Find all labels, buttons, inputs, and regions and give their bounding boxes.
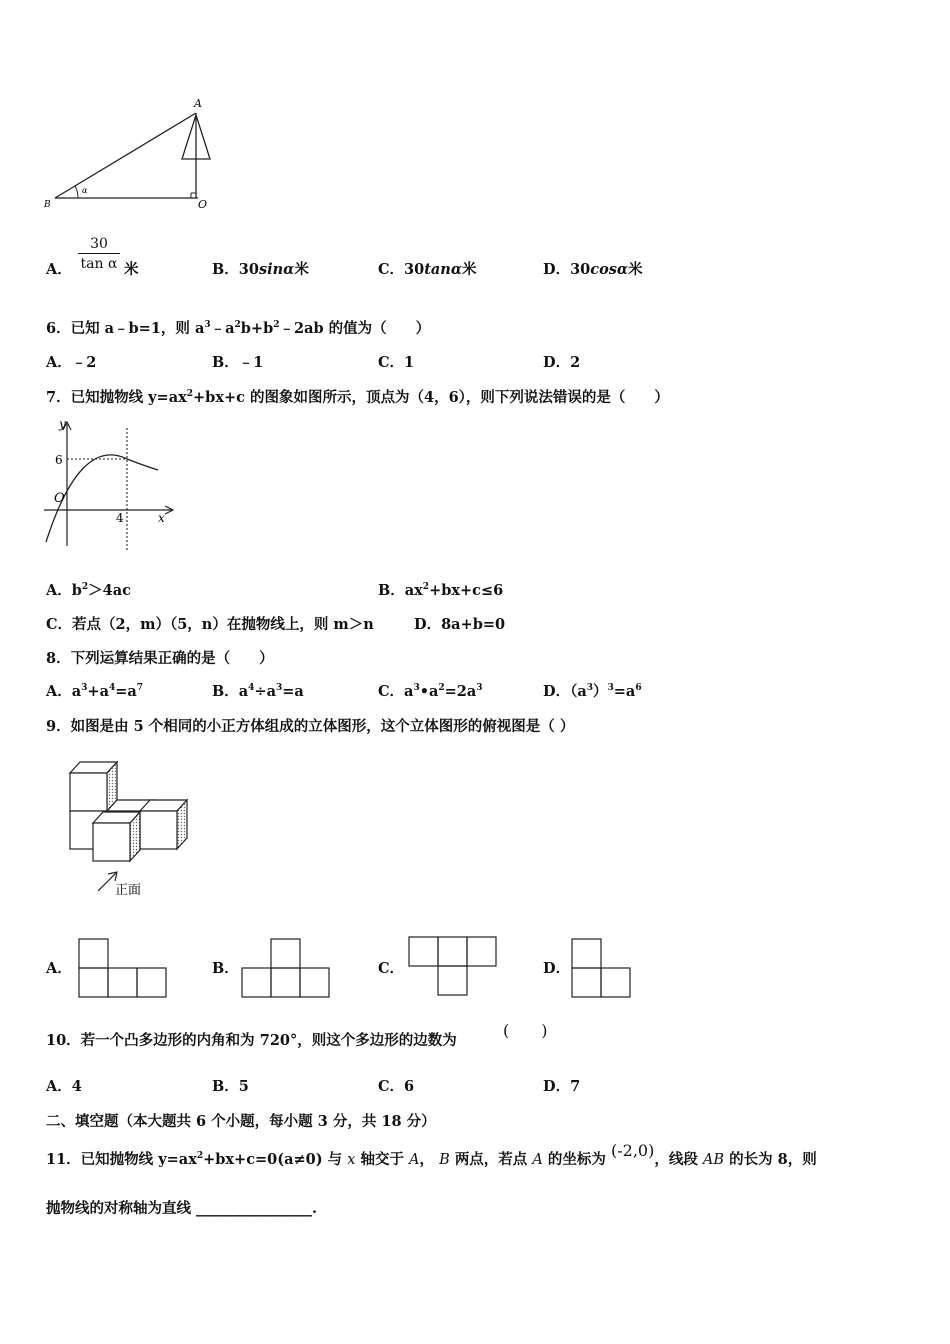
q6-stem-part: b+b — [240, 320, 274, 337]
q8-c-part: C．a — [378, 683, 414, 700]
q10-option-b[interactable]: B．5 — [212, 1078, 249, 1095]
q8-stem: 8．下列运算结果正确的是（ ） — [46, 650, 274, 667]
q5-option-b-text: B．30 — [212, 261, 259, 278]
q9-cube-figure — [60, 755, 200, 905]
q11-coordinate: (-2,0) — [610, 1141, 655, 1160]
q8-b-part: =a — [282, 683, 304, 700]
q9-option-d[interactable]: D． — [543, 960, 571, 977]
q5-option-c[interactable] — [378, 261, 477, 279]
q7-graph-tick-6: 6 — [55, 453, 63, 467]
q8-a-part: A．a — [46, 683, 82, 700]
q7-graph-tick-4: 4 — [116, 511, 124, 525]
q5-option-b[interactable] — [212, 261, 309, 279]
q11-part: ，线段 — [654, 1151, 698, 1168]
q5-label-o: O — [198, 198, 208, 211]
q8-sup: 3 — [81, 683, 88, 693]
q6-stem — [46, 320, 430, 338]
q7-graph-origin: O — [54, 491, 65, 506]
q7-graph-x-label: x — [158, 511, 165, 525]
q5-label-b: B — [44, 200, 51, 210]
q11-part: ， — [419, 1151, 435, 1168]
q5-option-a[interactable] — [46, 261, 72, 279]
q9-option-b[interactable]: B． — [212, 960, 239, 977]
q8-option-a[interactable] — [46, 683, 143, 701]
q6-sup: 2 — [273, 320, 280, 330]
q9-option-c[interactable]: C． — [378, 960, 405, 977]
q11-var-a: A — [409, 1152, 420, 1168]
q5-option-c-fn: tanα — [424, 261, 463, 278]
q8-b-part: ÷a — [254, 683, 276, 700]
q5-option-a-prefix: A． — [46, 261, 72, 278]
q11-part: 的长为 8，则 — [729, 1151, 817, 1168]
q6-sup: 2 — [234, 320, 241, 330]
q5-option-d-fn: cosα — [590, 261, 629, 278]
q7-option-b[interactable] — [378, 582, 503, 600]
q11-part: 两点，若点 — [454, 1151, 528, 1168]
q6-option-c[interactable]: C．1 — [378, 354, 415, 371]
q8-sup: 3 — [586, 683, 593, 693]
q6-stem-part: ﹣2ab 的值为（ ） — [279, 320, 431, 337]
q7-option-c[interactable]: C．若点（2，m）（5，n）在抛物线上，则 m＞n — [46, 616, 374, 633]
section-2-title: 二、填空题（本大题共 6 个小题，每小题 3 分，共 18 分） — [46, 1113, 436, 1130]
q8-a-part: =a — [115, 683, 137, 700]
q9-option-a-figure[interactable] — [78, 938, 170, 1000]
q11-var-ab: AB — [702, 1152, 725, 1168]
q7-option-b-text: B．ax — [378, 582, 423, 599]
q8-sup: 2 — [438, 683, 445, 693]
q9-option-a[interactable]: A． — [46, 960, 72, 977]
q7-option-d[interactable]: D．8a+b=0 — [414, 616, 506, 633]
q8-sup: 3 — [413, 683, 420, 693]
q5-option-b-unit: 米 — [294, 261, 309, 278]
q7-sup: 2 — [422, 582, 430, 592]
fraction-denominator: tan α — [80, 256, 118, 272]
q10-answer-paren: ( ) — [503, 1021, 548, 1040]
q11-stem-line2: 抛物线的对称轴为直线 ________________. — [46, 1200, 318, 1217]
q5-option-d-unit: 米 — [628, 261, 643, 278]
q6-option-a[interactable]: A．﹣2 — [46, 354, 97, 371]
q8-b-part: B．a — [212, 683, 249, 700]
q10-option-a[interactable]: A．4 — [46, 1078, 82, 1095]
q5-option-d-text: D．30 — [543, 261, 591, 278]
q8-d-part: D．（a — [543, 683, 587, 700]
q9-front-label: 正面 — [115, 883, 142, 898]
q8-sup: 6 — [635, 683, 642, 693]
q8-c-part: •a — [419, 683, 439, 700]
q9-option-d-figure[interactable] — [571, 938, 635, 1000]
q5-option-c-unit: 米 — [462, 261, 477, 278]
q6-sup: 3 — [204, 320, 211, 330]
q8-sup: 3 — [476, 683, 483, 693]
q5-label-a: A — [194, 97, 202, 110]
q7-option-a-text: A．b — [46, 582, 82, 599]
q9-option-b-figure[interactable] — [241, 938, 333, 1000]
q7-option-a[interactable] — [46, 582, 131, 600]
q7-stem-part: 7．已知抛物线 y=ax — [46, 389, 187, 406]
q8-sup: 3 — [607, 683, 614, 693]
q7-sup: 2 — [81, 582, 89, 592]
q11-var-x: x — [347, 1152, 356, 1168]
q5-option-a-fraction — [78, 236, 120, 272]
q7-sup: 2 — [186, 389, 194, 399]
q8-sup: 3 — [275, 683, 283, 693]
q5-option-b-fn: sinα — [258, 261, 295, 278]
q6-stem-part: ﹣a — [210, 320, 235, 337]
q7-option-a-text: ＞4ac — [88, 582, 131, 599]
q5-label-alpha: α — [82, 186, 88, 195]
q7-parabola-graph — [40, 418, 180, 553]
q8-d-part: ） — [593, 683, 608, 700]
q8-option-d[interactable] — [543, 683, 642, 701]
q11-sup: 2 — [196, 1151, 204, 1161]
q7-stem-part: +bx+c 的图象如图所示，顶点为（4，6），则下列说法错误的是（ ） — [193, 389, 669, 406]
q11-var-a: A — [532, 1152, 543, 1168]
q11-var-b: B — [439, 1152, 450, 1168]
q11-part: 的坐标为 — [547, 1151, 606, 1168]
q5-option-c-text: C．30 — [378, 261, 425, 278]
q6-option-d[interactable]: D．2 — [543, 354, 581, 371]
q7-option-b-text: +bx+c≤6 — [429, 582, 504, 599]
q7-stem — [46, 389, 669, 407]
q11-stem-line1 — [46, 1141, 817, 1169]
q6-stem-part: 6．已知 a﹣b=1，则 a — [46, 320, 205, 337]
q10-option-c[interactable]: C．6 — [378, 1078, 415, 1095]
q5-triangle-figure — [40, 95, 220, 215]
q10-option-d[interactable]: D．7 — [543, 1078, 581, 1095]
q8-sup: 4 — [248, 683, 255, 693]
q8-option-c[interactable] — [378, 683, 483, 701]
q8-sup: 4 — [108, 683, 116, 693]
q6-option-b[interactable]: B．﹣1 — [212, 354, 264, 371]
q8-a-part: +a — [87, 683, 109, 700]
q8-sup: 7 — [136, 683, 144, 693]
q11-part: 11．已知抛物线 y=ax — [46, 1151, 197, 1168]
q8-c-part: =2a — [444, 683, 477, 700]
q7-graph-y-label: y — [59, 418, 66, 431]
q10-stem: 10．若一个凸多边形的内角和为 720°，则这个多边形的边数为 — [46, 1032, 457, 1049]
q9-stem: 9．如图是由 5 个相同的小正方体组成的立体图形，这个立体图形的俯视图是（ ） — [46, 718, 575, 735]
q11-part: +bx+c=0(a≠0) 与 — [203, 1151, 343, 1168]
q8-option-b[interactable] — [212, 683, 304, 701]
q5-option-d[interactable] — [543, 261, 643, 279]
q5-option-a-unit: 米 — [124, 261, 139, 278]
q9-option-c-figure[interactable] — [408, 936, 500, 998]
q8-d-part: =a — [613, 683, 636, 700]
fraction-numerator: 30 — [78, 236, 120, 254]
q11-part: 轴交于 — [360, 1151, 404, 1168]
